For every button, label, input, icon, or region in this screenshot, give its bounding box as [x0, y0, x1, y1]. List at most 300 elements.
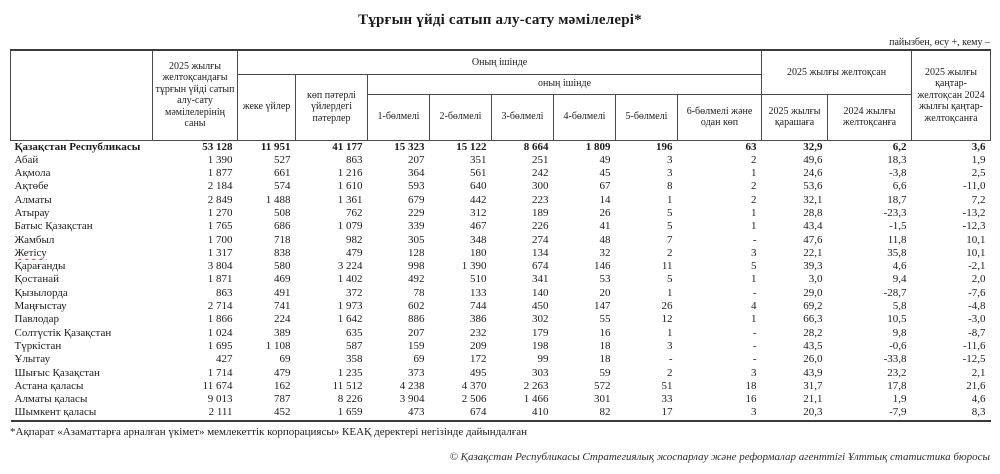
- value-cell: 5: [667, 273, 673, 286]
- value-cell: 10,1: [966, 233, 986, 246]
- value-cell: 5: [667, 206, 673, 219]
- value-cell: 863: [216, 286, 233, 299]
- value-cell: 301: [594, 393, 611, 406]
- value-cell: 146: [594, 260, 611, 273]
- value-cell: 226: [532, 220, 549, 233]
- value-cell: 133: [470, 286, 487, 299]
- value-cell: 2: [667, 246, 673, 259]
- value-cell: 300: [532, 180, 549, 193]
- value-cell: 45: [599, 167, 611, 180]
- region-name: Жетісу: [14, 246, 47, 259]
- table-row: [11, 406, 991, 420]
- value-cell: 686: [274, 220, 291, 233]
- of-which-upper-header: Оның ішінде: [238, 50, 762, 74]
- value-cell: 1: [751, 206, 757, 219]
- value-cell: 1 659: [337, 406, 363, 419]
- value-cell: 1 765: [207, 220, 233, 233]
- value-cell: 134: [532, 246, 549, 259]
- value-cell: 452: [274, 406, 291, 419]
- table-row: [11, 207, 991, 220]
- housing-transactions-table: [10, 49, 991, 422]
- value-cell: 1 610: [337, 180, 363, 193]
- value-cell: -33,8: [883, 353, 907, 366]
- value-cell: 2 506: [461, 393, 487, 406]
- value-cell: 389: [274, 326, 291, 339]
- value-cell: 180: [470, 246, 487, 259]
- value-cell: 479: [346, 246, 363, 259]
- value-cell: 147: [594, 300, 611, 313]
- value-cell: 49: [599, 153, 611, 166]
- table-row: [11, 367, 991, 380]
- value-cell: 28,2: [803, 326, 823, 339]
- value-cell: 3: [751, 246, 757, 259]
- count-column-header: 2025 жылғы желтоқсандағы тұрғын үйді сатып алу-сату мәмілелерінің саны: [153, 50, 238, 140]
- value-cell: 67: [599, 180, 611, 193]
- value-cell: 467: [470, 220, 487, 233]
- value-cell: 863: [346, 153, 363, 166]
- value-cell: -3,8: [889, 167, 907, 180]
- value-cell: 495: [470, 366, 487, 379]
- value-cell: 762: [346, 206, 363, 219]
- value-cell: 7,2: [971, 193, 986, 206]
- value-cell: 1 361: [337, 193, 363, 206]
- region-name: Қарағанды: [14, 260, 66, 273]
- region-name: Ақмола: [14, 167, 51, 180]
- value-cell: 6,6: [892, 180, 907, 193]
- value-cell: 674: [470, 406, 487, 419]
- value-cell: 469: [274, 273, 291, 286]
- value-cell: 47,6: [803, 233, 823, 246]
- value-cell: 251: [532, 153, 549, 166]
- table-row: [11, 313, 991, 326]
- value-cell: 18: [599, 339, 611, 352]
- value-cell: 1: [751, 313, 757, 326]
- value-cell: 741: [274, 300, 291, 313]
- value-cell: 33: [661, 393, 673, 406]
- value-cell: -11,6: [963, 339, 986, 352]
- value-cell: 1 866: [207, 313, 233, 326]
- region-name: Абай: [14, 153, 39, 166]
- value-cell: 744: [470, 300, 487, 313]
- value-cell: 3: [751, 406, 757, 419]
- value-cell: 510: [470, 273, 487, 286]
- value-cell: -3,0: [968, 313, 986, 326]
- value-cell: 312: [470, 206, 487, 219]
- value-cell: 2 849: [207, 193, 233, 206]
- value-cell: 1: [751, 220, 757, 233]
- table-row: [11, 353, 991, 366]
- value-cell: 9,8: [892, 326, 907, 339]
- value-cell: 1 877: [207, 167, 233, 180]
- value-cell: 242: [532, 167, 549, 180]
- value-cell: 302: [532, 313, 549, 326]
- value-cell: 3 804: [207, 260, 233, 273]
- value-cell: 572: [594, 379, 611, 392]
- value-cell: 16: [599, 326, 611, 339]
- value-cell: 661: [274, 167, 291, 180]
- value-cell: 348: [470, 233, 487, 246]
- table-row: [11, 380, 991, 393]
- value-cell: 179: [532, 326, 549, 339]
- apartments-header: көп пәтерлі үйлердегі пәтерлер: [296, 74, 368, 140]
- value-cell: 1,9: [892, 393, 907, 406]
- value-cell: 43,5: [803, 339, 823, 352]
- region-name: Маңғыстау: [14, 300, 67, 313]
- december-2025-group-header: 2025 жылғы желтоқсан: [762, 50, 912, 94]
- value-cell: 3 224: [337, 260, 363, 273]
- individual-houses-header: жеке үйлер: [238, 74, 296, 140]
- value-cell: 128: [408, 246, 425, 259]
- value-cell: 1 642: [337, 313, 363, 326]
- value-cell: 339: [408, 220, 425, 233]
- value-cell: -2,1: [968, 260, 986, 273]
- table-body: [11, 140, 991, 421]
- value-cell: 26: [661, 300, 673, 313]
- value-cell: 1 317: [207, 246, 233, 259]
- unit-note: пайызбен, өсу +, кему –: [889, 37, 990, 48]
- value-cell: 48: [599, 233, 611, 246]
- table-row: [11, 220, 991, 233]
- value-cell: -12,3: [962, 220, 986, 233]
- value-cell: 66,3: [803, 313, 823, 326]
- value-cell: 41: [599, 220, 611, 233]
- value-cell: 140: [532, 286, 549, 299]
- value-cell: 2,5: [971, 167, 986, 180]
- value-cell: 718: [274, 233, 291, 246]
- value-cell: -: [752, 353, 757, 366]
- value-cell: -: [752, 233, 757, 246]
- value-cell: -11,0: [963, 180, 986, 193]
- value-cell: -: [752, 286, 757, 299]
- value-cell: 1 871: [207, 273, 233, 286]
- value-cell: 162: [274, 379, 291, 392]
- value-cell: 51: [661, 379, 673, 392]
- value-cell: 492: [408, 273, 425, 286]
- value-cell: 15 323: [394, 140, 425, 153]
- value-cell: -12,5: [962, 353, 986, 366]
- value-cell: 2 714: [207, 300, 233, 313]
- value-cell: 232: [470, 326, 487, 339]
- value-cell: 43,4: [803, 220, 823, 233]
- region-name: Ұлытау: [14, 353, 51, 366]
- value-cell: 602: [408, 300, 425, 313]
- region-name: Павлодар: [14, 313, 60, 326]
- value-cell: 1 714: [207, 366, 233, 379]
- value-cell: 640: [470, 180, 487, 193]
- value-cell: 31,7: [803, 379, 823, 392]
- value-cell: -8,7: [968, 326, 986, 339]
- region-name: Қазақстан Республикасы: [14, 140, 141, 153]
- region-name: Шығыс Қазақстан: [14, 366, 100, 379]
- table-header: [11, 50, 991, 140]
- table-row: [11, 327, 991, 340]
- value-cell: 24,6: [803, 167, 823, 180]
- value-cell: 21,1: [803, 393, 823, 406]
- value-cell: 49,6: [803, 153, 823, 166]
- value-cell: 55: [599, 313, 611, 326]
- value-cell: 574: [274, 180, 291, 193]
- value-cell: 10,1: [966, 246, 986, 259]
- value-cell: 207: [408, 326, 425, 339]
- value-cell: 341: [532, 273, 549, 286]
- table-row: [11, 260, 991, 273]
- value-cell: 18: [599, 353, 611, 366]
- rooms-2-header: 2-бөлмелі: [430, 94, 492, 140]
- value-cell: 351: [470, 153, 487, 166]
- value-cell: 26: [599, 206, 611, 219]
- value-cell: 59: [599, 366, 611, 379]
- value-cell: 1 700: [207, 233, 233, 246]
- value-cell: 11 951: [260, 140, 291, 153]
- value-cell: 18,7: [887, 193, 907, 206]
- rooms-1-header: 1-бөлмелі: [368, 94, 430, 140]
- value-cell: 21,6: [966, 379, 986, 392]
- value-cell: 274: [532, 233, 549, 246]
- table-row: [11, 340, 991, 353]
- value-cell: 3 904: [399, 393, 425, 406]
- value-cell: 224: [274, 313, 291, 326]
- value-cell: 1: [751, 167, 757, 180]
- value-cell: 2 184: [207, 180, 233, 193]
- value-cell: -7,6: [968, 286, 986, 299]
- value-cell: 7: [667, 233, 673, 246]
- value-cell: 4 370: [461, 379, 487, 392]
- value-cell: 473: [408, 406, 425, 419]
- value-cell: 4: [751, 300, 757, 313]
- value-cell: 561: [470, 167, 487, 180]
- value-cell: 69,2: [803, 300, 823, 313]
- value-cell: 1 488: [265, 193, 291, 206]
- value-cell: 189: [532, 206, 549, 219]
- table-row: [11, 140, 991, 154]
- jan-dec-column-header: 2025 жылғы қаңтар-желтоқсан 2024 жылғы қаңтар-желтоқсанға: [912, 50, 991, 140]
- value-cell: 2 263: [523, 379, 549, 392]
- value-cell: 787: [274, 393, 291, 406]
- value-cell: 5: [751, 260, 757, 273]
- value-cell: 2,1: [971, 366, 986, 379]
- value-cell: -: [668, 353, 673, 366]
- value-cell: 6,2: [892, 140, 907, 153]
- region-name: Алматы: [14, 193, 52, 206]
- value-cell: 78: [413, 286, 425, 299]
- region-name: Солтүстік Қазақстан: [14, 326, 112, 339]
- value-cell: 23,2: [887, 366, 907, 379]
- value-cell: 427: [216, 353, 233, 366]
- value-cell: 1 108: [265, 339, 291, 352]
- region-name: Ақтөбе: [14, 180, 49, 193]
- value-cell: 479: [274, 366, 291, 379]
- table-row: [11, 287, 991, 300]
- region-name: Батыс Қазақстан: [14, 220, 93, 233]
- value-cell: 14: [599, 193, 611, 206]
- value-cell: 303: [532, 366, 549, 379]
- value-cell: 5: [667, 220, 673, 233]
- value-cell: 18,3: [887, 153, 907, 166]
- value-cell: 43,9: [803, 366, 823, 379]
- value-cell: 1 216: [337, 167, 363, 180]
- table-row: [11, 154, 991, 167]
- value-cell: 11,8: [887, 233, 907, 246]
- region-name: Астана қаласы: [14, 379, 84, 392]
- value-cell: 69: [279, 353, 291, 366]
- value-cell: 4,6: [971, 393, 986, 406]
- value-cell: 53 128: [202, 140, 233, 153]
- value-cell: 372: [346, 286, 363, 299]
- value-cell: -4,8: [968, 300, 986, 313]
- table-row: [11, 247, 991, 260]
- value-cell: 3,0: [808, 273, 823, 286]
- value-cell: 593: [408, 180, 425, 193]
- value-cell: 11 674: [202, 379, 233, 392]
- value-cell: 20: [599, 286, 611, 299]
- value-cell: 4,6: [892, 260, 907, 273]
- value-cell: 450: [532, 300, 549, 313]
- value-cell: 196: [656, 140, 673, 153]
- value-cell: 635: [346, 326, 363, 339]
- value-cell: 207: [408, 153, 425, 166]
- value-cell: 223: [532, 193, 549, 206]
- value-cell: 28,8: [803, 206, 823, 219]
- value-cell: 8 664: [523, 140, 549, 153]
- value-cell: 998: [408, 260, 425, 273]
- value-cell: 491: [274, 286, 291, 299]
- value-cell: 838: [274, 246, 291, 259]
- rooms-4-header: 4-бөлмелі: [554, 94, 616, 140]
- value-cell: 99: [537, 353, 549, 366]
- value-cell: -7,9: [889, 406, 907, 419]
- value-cell: 1 235: [337, 366, 363, 379]
- value-cell: -1,5: [889, 220, 907, 233]
- value-cell: 1 390: [207, 153, 233, 166]
- value-cell: 2: [751, 153, 757, 166]
- value-cell: 11 512: [332, 379, 363, 392]
- value-cell: 8 226: [337, 393, 363, 406]
- value-cell: 358: [346, 353, 363, 366]
- value-cell: 386: [470, 313, 487, 326]
- value-cell: 1 402: [337, 273, 363, 286]
- value-cell: 3,6: [971, 140, 986, 153]
- value-cell: 8: [667, 180, 673, 193]
- table-row: [11, 194, 991, 207]
- value-cell: 3: [751, 366, 757, 379]
- value-cell: 1 079: [337, 220, 363, 233]
- value-cell: 1: [667, 193, 673, 206]
- table-row: [11, 273, 991, 286]
- value-cell: 2: [751, 193, 757, 206]
- value-cell: 580: [274, 260, 291, 273]
- footnote: *Ақпарат «Азаматтарға арналған үкімет» мемлекеттік корпорациясы» КЕАҚ деректері негізінде дайындалған: [10, 425, 527, 438]
- value-cell: 17,8: [887, 379, 907, 392]
- value-cell: 32,9: [803, 140, 823, 153]
- value-cell: 16: [745, 393, 757, 406]
- value-cell: 1: [751, 273, 757, 286]
- copyright: © Қазақстан Республикасы Стратегиялық жоспарлау және реформалар агенттігі Ұлттық статистика бюросы: [449, 450, 990, 463]
- value-cell: 4 238: [399, 379, 425, 392]
- value-cell: 53: [599, 273, 611, 286]
- region-name: Алматы қаласы: [14, 393, 88, 406]
- value-cell: 674: [532, 260, 549, 273]
- value-cell: 1,9: [971, 153, 986, 166]
- value-cell: 35,8: [887, 246, 907, 259]
- rooms-6plus-header: 6-бөлмелі және одан көп: [678, 94, 762, 140]
- value-cell: 17: [661, 406, 673, 419]
- value-cell: 10,5: [887, 313, 907, 326]
- value-cell: 9 013: [207, 393, 233, 406]
- value-cell: 679: [408, 193, 425, 206]
- value-cell: 8,3: [971, 406, 986, 419]
- value-cell: 442: [470, 193, 487, 206]
- rooms-3-header: 3-бөлмелі: [492, 94, 554, 140]
- value-cell: 26,0: [803, 353, 823, 366]
- value-cell: 198: [532, 339, 549, 352]
- value-cell: 18: [745, 379, 757, 392]
- value-cell: 41 177: [332, 140, 363, 153]
- value-cell: 12: [661, 313, 673, 326]
- value-cell: 1: [667, 286, 673, 299]
- table-row: [11, 300, 991, 313]
- value-cell: 53,6: [803, 180, 823, 193]
- value-cell: 2 111: [208, 406, 233, 419]
- value-cell: 3: [667, 153, 673, 166]
- value-cell: 11: [661, 260, 673, 273]
- region-column-header: [11, 50, 153, 140]
- value-cell: 172: [470, 353, 487, 366]
- page-title: Тұрғын үйді сатып алу-сату мәмілелері*: [358, 12, 642, 28]
- value-cell: 82: [599, 406, 611, 419]
- value-cell: 32: [599, 246, 611, 259]
- value-cell: 5,8: [892, 300, 907, 313]
- table-row: [11, 234, 991, 247]
- table-row: [11, 167, 991, 180]
- value-cell: 32,1: [803, 193, 823, 206]
- value-cell: -: [752, 326, 757, 339]
- value-cell: 69: [413, 353, 425, 366]
- value-cell: 22,1: [803, 246, 823, 259]
- to-november-2025-header: 2025 жылғы қарашаға: [762, 94, 828, 140]
- value-cell: 1 973: [337, 300, 363, 313]
- value-cell: -: [752, 339, 757, 352]
- value-cell: 159: [408, 339, 425, 352]
- value-cell: 3: [667, 339, 673, 352]
- table-row: [11, 180, 991, 193]
- value-cell: 229: [408, 206, 425, 219]
- value-cell: 1 695: [207, 339, 233, 352]
- value-cell: 508: [274, 206, 291, 219]
- value-cell: 1 466: [523, 393, 549, 406]
- value-cell: 209: [470, 339, 487, 352]
- value-cell: 364: [408, 167, 425, 180]
- region-name: Түркістан: [14, 339, 62, 352]
- value-cell: 1: [667, 326, 673, 339]
- of-which-lower-header: оның ішінде: [368, 74, 762, 94]
- region-name: Жамбыл: [14, 233, 55, 246]
- value-cell: 1 024: [207, 326, 233, 339]
- value-cell: 373: [408, 366, 425, 379]
- value-cell: 3: [667, 167, 673, 180]
- table-row: [11, 393, 991, 406]
- value-cell: 886: [408, 313, 425, 326]
- value-cell: 305: [408, 233, 425, 246]
- value-cell: 2: [667, 366, 673, 379]
- region-name: Шымкент қаласы: [14, 406, 97, 419]
- value-cell: 20,3: [803, 406, 823, 419]
- region-name: Атырау: [14, 206, 50, 219]
- value-cell: 39,3: [803, 260, 823, 273]
- value-cell: 15 122: [456, 140, 487, 153]
- value-cell: 29,0: [803, 286, 823, 299]
- value-cell: 2: [751, 180, 757, 193]
- value-cell: -23,3: [883, 206, 907, 219]
